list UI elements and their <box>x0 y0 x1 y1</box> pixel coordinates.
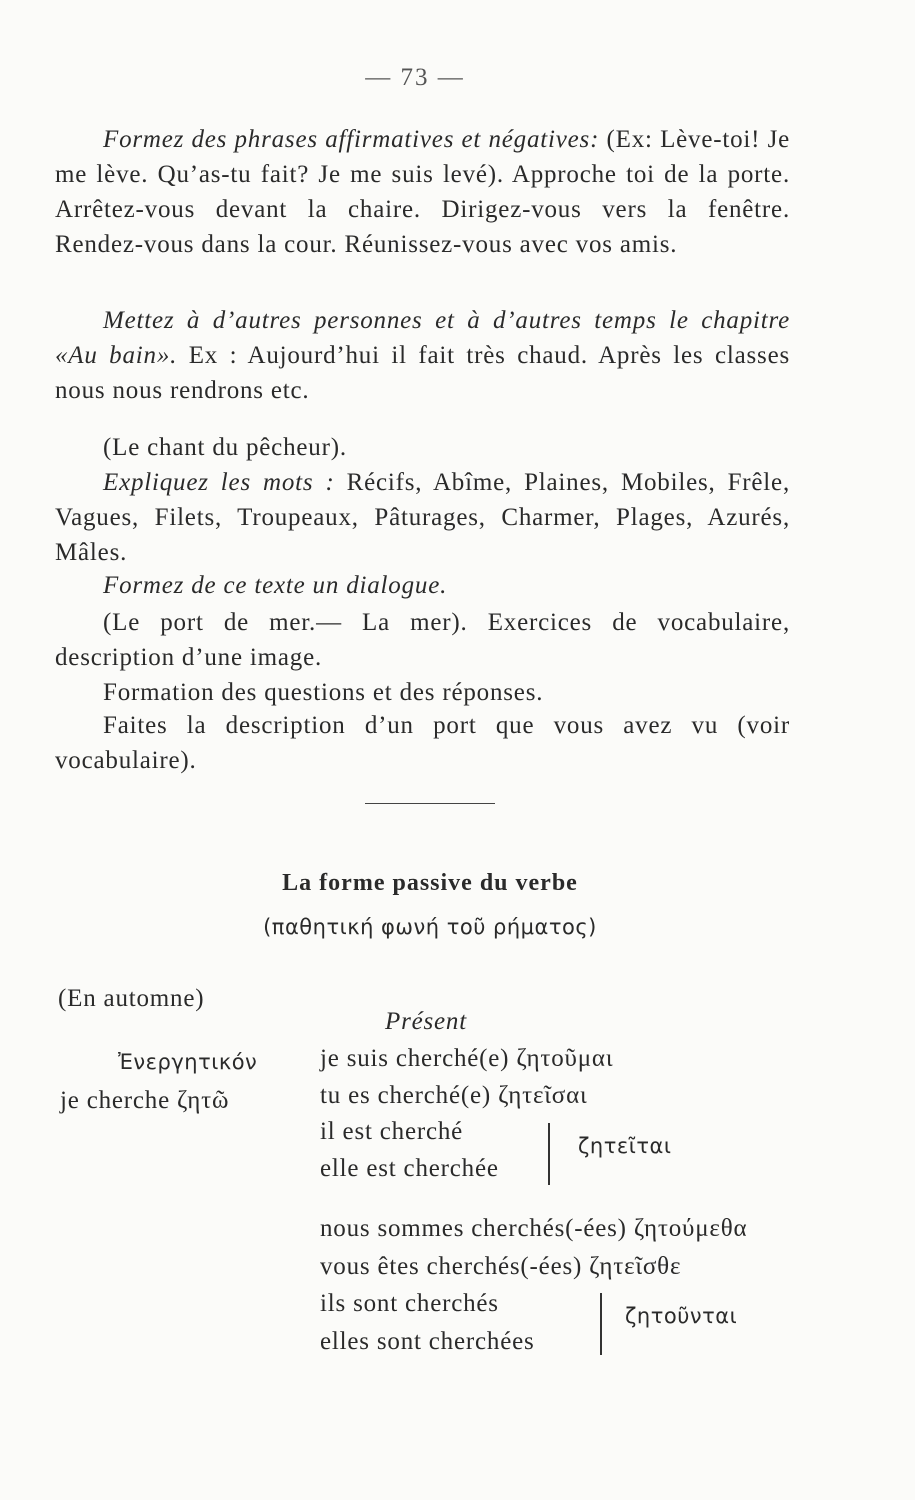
present-label: Présent <box>385 1008 467 1035</box>
instruction-persons: Mettez à d’autres personnes et à d’autres temps le chapitre «Au bain». <box>55 307 790 369</box>
exercise-affirmatives <box>55 122 790 262</box>
instruction-affirmatives: Formez des phrases affirmatives et négatives: <box>103 126 600 153</box>
instruction-vocabulary: Expliquez les mots : <box>103 469 335 496</box>
greek-third-singular: ζητεῖται <box>578 1134 672 1158</box>
bracket-singular <box>548 1123 550 1185</box>
examples-affirmatives: (Ex: Lève-toi! Je me lève. Qu’as-tu fait? Je me suis levé). Approche toi de la porte. Arrêtez-vous devant la chaire. Dirigez-vous vers la fenêtre. Rendez-vous dans la cour. Réunissez-vous avec vos amis. <box>55 126 790 258</box>
passive-title: La forme passive du verbe <box>282 870 578 896</box>
active-example: je cherche ζητῶ <box>60 1087 230 1114</box>
conjugation-row: elle est cherchée <box>320 1155 499 1182</box>
exercise-formation: Formation des questions et des réponses. <box>103 679 544 706</box>
examples-persons: Ex : Aujourd’hui il fait très chaud. Après les classes nous nous rendrons etc. <box>55 342 790 404</box>
conjugation-row: elles sont cherchées <box>320 1328 535 1355</box>
exercise-description: Faites la description d’un port que vous avez vu (voir vocabulaire). <box>55 712 790 774</box>
conjugation-row: vous êtes cherchés(-ées) ζητεῖσθε <box>320 1253 682 1280</box>
greek-title: (παθητική φωνή τοῦ ρήματος) <box>263 915 597 939</box>
conjugation-row: tu es cherché(e) ζητεῖσαι <box>320 1082 588 1109</box>
exercise-vocabulary <box>55 465 790 570</box>
conjugation-row: il est cherché <box>320 1118 464 1145</box>
conjugation-row: je suis cherché(e) ζητοῦμαι <box>320 1045 614 1072</box>
exercise-dialogue: Formez de ce texte un dialogue. <box>103 572 448 599</box>
vocabulary-words: Récifs, Abîme, Plaines, Mobiles, Frêle, Vagues, Filets, Troupeaux, Pâturages, Charmer, Plages, Azurés, Mâles. <box>55 469 790 566</box>
bracket-plural <box>600 1293 602 1355</box>
active-label: Ἐνεργητικόν <box>118 1050 258 1074</box>
section-divider <box>365 803 495 804</box>
exercise-persons <box>55 303 790 408</box>
conjugation-row: nous sommes cherchés(-ées) ζητούμεθα <box>320 1215 748 1242</box>
conjugation-row: ils sont cherchés <box>320 1290 499 1317</box>
season-label: (En automne) <box>58 985 205 1012</box>
exercise-port: (Le port de mer.— La mer). Exercices de vocabulaire, description d’une image. <box>55 609 790 671</box>
greek-third-plural: ζητοῦνται <box>625 1304 738 1328</box>
chant-heading: (Le chant du pêcheur). <box>103 434 347 461</box>
page-number: — 73 — <box>365 64 465 91</box>
